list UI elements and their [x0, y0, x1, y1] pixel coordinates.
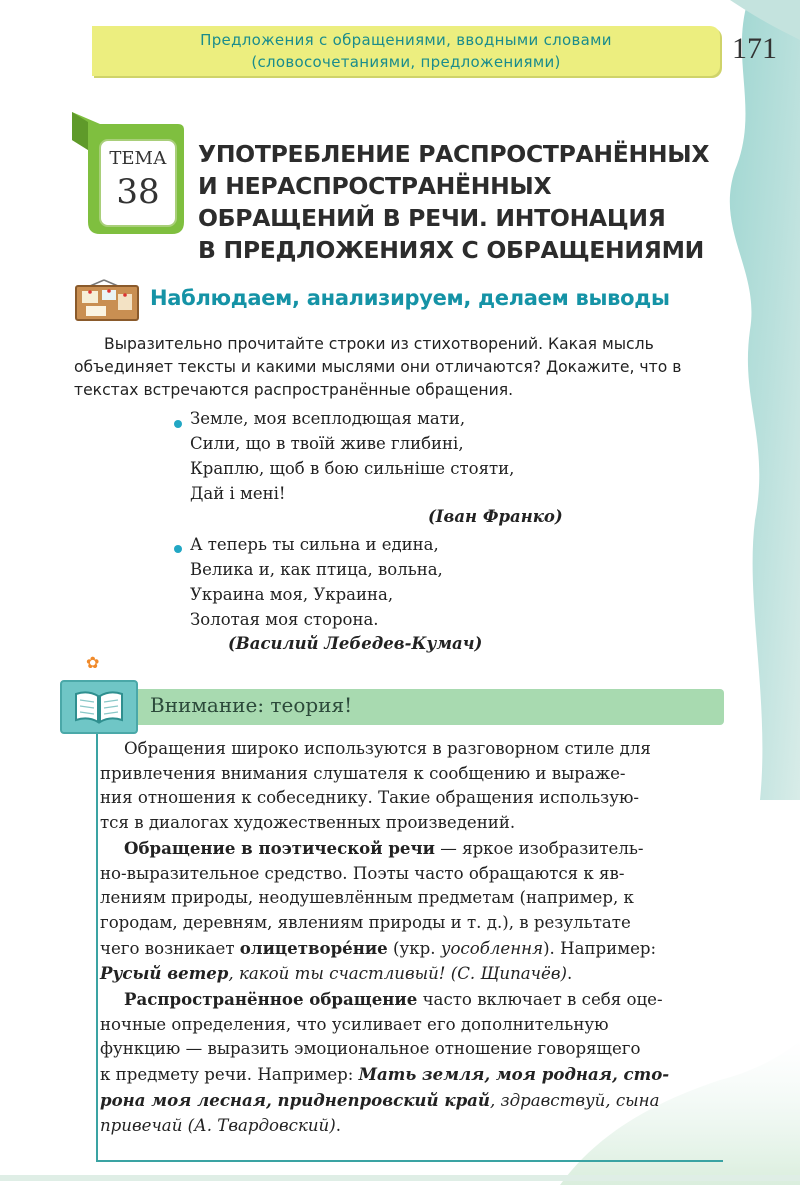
example-author: (А. Твардовский)	[182, 1115, 336, 1135]
example-italic: привечай	[100, 1115, 183, 1135]
poem-lebedev	[190, 532, 443, 632]
theory-text-span: .	[335, 1115, 341, 1135]
topic-title-line: УПОТРЕБЛЕНИЕ РАСПРОСТРАНЁННЫХ	[198, 140, 710, 168]
example-bold: Мать земля, моя родная, сто-	[358, 1064, 670, 1085]
poem-line: А теперь ты сильна и едина,	[190, 535, 439, 554]
topic-title-line: ОБРАЩЕНИЙ В РЕЧИ. ИНТОНАЦИЯ	[198, 204, 666, 232]
theory-line	[100, 1088, 724, 1114]
intro-line: объединяет тексты и какими мыслями они отличаются? Докажите, что в	[74, 358, 682, 376]
example-italic: , здравствуй,	[490, 1090, 616, 1110]
theory-text-span: но-выразительное средство. Поэты часто обращаются к яв-	[100, 863, 625, 883]
theory-text-span: .	[566, 964, 573, 984]
theory-line	[100, 886, 724, 911]
theory-line	[100, 1114, 724, 1139]
topic-title	[198, 138, 758, 266]
theory-line	[122, 836, 724, 862]
term-personification: олицетворе́ние	[239, 937, 388, 958]
theory-line	[122, 737, 724, 762]
theory-p1-line: тся в диалогах художественных произведений.	[100, 813, 516, 833]
poem-author: (Іван Франко)	[428, 507, 563, 526]
poem-franko	[190, 406, 514, 506]
theory-text-span: городам, деревням, явлениям природы и т. д.), в результате	[100, 912, 631, 932]
example-bold: рона моя лесная, приднепровский край	[100, 1089, 490, 1110]
term-extended-address: Распространённое обращение	[124, 989, 418, 1010]
poem-bullet	[174, 420, 182, 428]
poem-line: Сили, що в твоїй живе глибині,	[190, 434, 464, 453]
theory-text-span: часто включает в себя оце-	[417, 990, 663, 1010]
theory-line	[100, 936, 724, 962]
theory-text-span: — яркое изобразитель-	[434, 838, 644, 858]
poem-line: Дай і мені!	[190, 484, 286, 503]
poem-line: Золотая моя сторона.	[190, 610, 379, 629]
intro-line: текстах встречаются распространённые обращения.	[74, 381, 514, 399]
header-line-2: (словосочетаниями, предложениями)	[251, 53, 561, 71]
theory-line	[100, 811, 724, 836]
theory-p1-line: привлечения внимания слушателя к сообщению и выраже-	[100, 763, 626, 783]
topic-title-line: В ПРЕДЛОЖЕНИЯХ С ОБРАЩЕНИЯМИ	[198, 236, 705, 264]
intro-paragraph	[74, 333, 724, 402]
poem-line: Велика и, как птица, вольна,	[190, 560, 443, 579]
intro-line: Выразительно прочитайте строки из стихотворений. Какая мысль	[104, 335, 654, 353]
ukrainian-term: уособлення	[440, 938, 544, 958]
theory-text-span: чего возникает	[100, 938, 240, 958]
header-line-1: Предложения с обращениями, вводными словами	[200, 31, 612, 49]
theory-line	[100, 1037, 724, 1062]
theory-text-span: лениям природы, неодушевлённым предметам (например, к	[100, 888, 634, 908]
theory-text-span: ). Например:	[543, 938, 657, 958]
topic-badge-label: ТЕМА	[109, 148, 167, 169]
topic-title-line: И НЕРАСПРОСТРАНЁННЫХ	[198, 172, 552, 200]
theory-line	[100, 786, 724, 811]
poem-line: Украина моя, Украина,	[190, 585, 394, 604]
poem-bullet	[174, 545, 182, 553]
theory-line	[122, 987, 724, 1013]
page-header	[92, 26, 720, 76]
theory-p1-line: ния отношения к собеседнику. Такие обращения использую-	[100, 788, 640, 808]
theory-text-span: к предмету речи. Например:	[100, 1065, 359, 1085]
theory-line	[100, 911, 724, 936]
example-italic: , какой ты счастливый!	[228, 964, 446, 984]
theory-heading: Внимание: теория!	[150, 693, 353, 717]
flower-icon: ✿	[86, 655, 100, 672]
theory-text-span: ночные определения, что усиливает его дополнительную	[100, 1014, 609, 1034]
theory-body	[100, 737, 724, 1138]
theory-text-span: функцию — выразить эмоциональное отношение говорящего	[100, 1039, 641, 1059]
theory-line	[100, 1013, 724, 1038]
theory-p1-line: Обращения широко используются в разговорном стиле для	[124, 739, 651, 758]
theory-line	[100, 1062, 724, 1088]
example-author: (С. Щипачёв)	[445, 964, 567, 984]
book-icon	[60, 680, 138, 734]
topic-badge	[60, 110, 185, 240]
theory-text-span: (укр.	[387, 938, 441, 958]
corkboard-icon	[74, 278, 140, 322]
poem-line: Краплю, щоб в бою сильніше стояти,	[190, 459, 515, 478]
poem-author: (Василий Лебедев-Кумач)	[228, 634, 483, 653]
theory-line	[100, 762, 724, 787]
page-number: 171	[732, 32, 777, 65]
example-italic: сына	[615, 1090, 660, 1110]
topic-badge-number: 38	[116, 172, 160, 212]
example-bold: Русый ветер	[100, 963, 229, 984]
term-poetic-address: Обращение в поэтической речи	[124, 837, 435, 858]
poem-line: Земле, моя всеплодющая мати,	[190, 409, 466, 428]
section-heading-observe: Наблюдаем, анализируем, делаем выводы	[150, 286, 670, 310]
theory-line	[100, 862, 724, 887]
theory-line	[100, 961, 724, 987]
